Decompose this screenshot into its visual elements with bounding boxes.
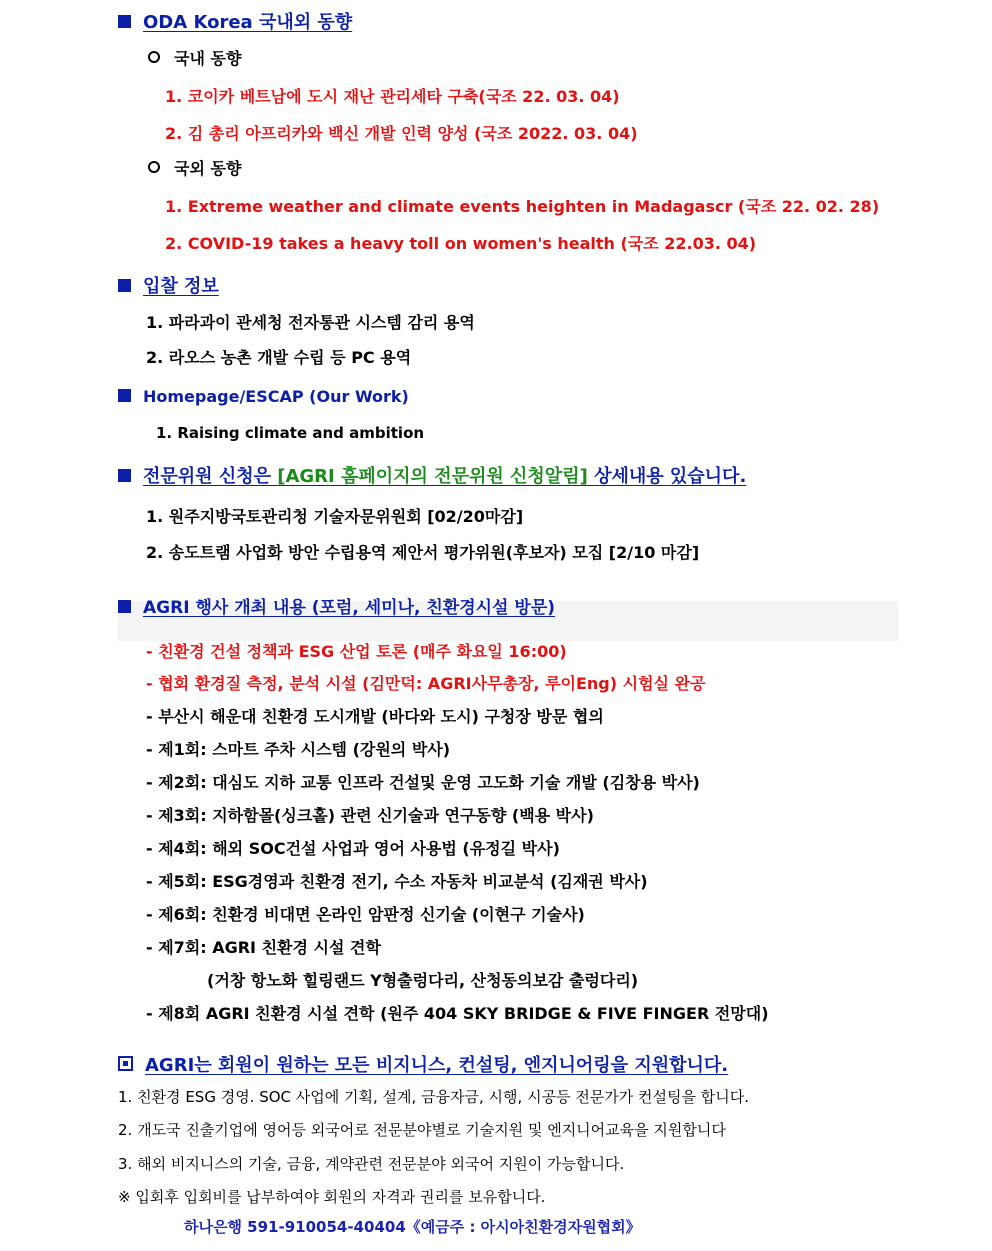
bid-item: 2. 라오스 농촌 개발 수립 등 PC 용역 (146, 348, 412, 367)
membership-note: ※ 입회후 입회비를 납부하여야 회원의 자격과 권리를 보유합니다. (118, 1188, 546, 1206)
homepage-item[interactable]: 1. Raising climate and ambition (156, 424, 425, 442)
support-item: 3. 해외 비지니스의 기술, 금융, 계약관련 전문분야 외국어 지원이 가능합니다. (118, 1155, 625, 1173)
circle-bullet-icon (148, 161, 160, 173)
oda-domestic-item: 2. 김 총리 아프리카와 백신 개발 인력 양성 (국조 2022. 03. 04) (165, 124, 638, 143)
events-item: - 제7회: AGRI 친환경 시설 견학 (146, 938, 381, 957)
support-item: 1. 친환경 ESG 경영. SOC 사업에 기획, 설계, 금융자금, 시행, 시공등 전문가가 컨설팅을 합니다. (118, 1088, 750, 1106)
events-item: - 제6회: 친환경 비대면 온라인 암판정 신기술 (이현구 기술사) (146, 905, 585, 924)
events-item: - 제3회: 지하함몰(싱크홀) 관련 신기술과 연구동향 (백용 박사) (146, 806, 594, 825)
section-bid-title: 입찰 정보 (143, 276, 219, 297)
events-item: - 부산시 해운대 친환경 도시개발 (바다와 도시) 구청장 방문 협의 (146, 707, 604, 726)
circle-bullet-icon (148, 51, 160, 63)
boxed-square-icon (118, 1056, 133, 1071)
section-bid-heading (118, 278, 219, 296)
expert-item: 1. 원주지방국토관리청 기술자문위원회 [02/20마감] (146, 507, 524, 526)
bid-item: 1. 파라과이 관세청 전자통관 시스템 감리 용역 (146, 313, 475, 332)
oda-foreign-item: 1. Extreme weather and climate events heighten in Madagascr (국조 22. 02. 28) (165, 197, 880, 216)
oda-foreign-label: 국외 동향 (174, 159, 242, 178)
events-red-item: - 협회 환경질 측정, 분석 시설 (김만덕: AGRI사무총장, 루이Eng) 시험실 완공 (146, 674, 706, 693)
section-oda-heading (118, 14, 352, 32)
events-red-item: - 친환경 건설 정책과 ESG 산업 토론 (매주 화요일 16:00) (146, 642, 567, 661)
events-item: - 제5회: ESG경영과 친환경 전기, 수소 자동차 비교분석 (김재권 박사) (146, 872, 648, 891)
events-item: - 제4회: 해외 SOC건설 사업과 영어 사용법 (유정길 박사) (146, 839, 560, 858)
square-bullet-icon (118, 469, 131, 482)
square-bullet-icon (118, 279, 131, 292)
oda-foreign-heading (148, 161, 241, 177)
expert-title-post: 상세내용 있습니다. (587, 466, 747, 487)
square-bullet-icon (118, 600, 131, 613)
section-support-heading (118, 1056, 728, 1075)
events-item: - 제1회: 스마트 주차 시스템 (강원의 박사) (146, 740, 451, 759)
section-support-title: AGRI는 회원이 원하는 모든 비지니스, 컨설팅, 엔지니어링을 지원합니다. (145, 1055, 729, 1076)
events-item: - 제8회 AGRI 친환경 시설 견학 (원주 404 SKY BRIDGE & FIVE FINGER 전망대) (146, 1004, 769, 1023)
expert-title-link[interactable]: [AGRI 홈페이지의 전문위원 신청알림] (277, 466, 588, 487)
oda-domestic-heading (148, 51, 241, 67)
expert-title-pre: 전문위원 신청은 (143, 466, 278, 487)
support-item: 2. 개도국 진출기업에 영어등 외국어로 전문분야별로 기술지원 및 엔지니어교육을 지원합니다 (118, 1121, 726, 1139)
expert-item: 2. 송도트램 사업화 방안 수립용역 제안서 평가위원(후보자) 모집 [2/10 마감] (146, 543, 700, 562)
section-oda-title: ODA Korea 국내외 동향 (143, 12, 353, 33)
section-events-title: AGRI 행사 개최 내용 (포럼, 세미나, 친환경시설 방문) (143, 598, 556, 618)
oda-foreign-item: 2. COVID-19 takes a heavy toll on women's health (국조 22.03. 04) (165, 234, 757, 253)
section-homepage-heading (118, 389, 409, 405)
oda-domestic-label: 국내 동향 (174, 49, 242, 68)
bank-account-info: 하나은행 591-910054-40404《예금주 : 아시아친환경자원협회》 (184, 1218, 641, 1236)
oda-domestic-item: 1. 코이카 베트남에 도시 재난 관리세타 구축(국조 22. 03. 04) (165, 87, 620, 106)
square-bullet-icon (118, 15, 131, 28)
section-homepage-title[interactable]: Homepage/ESCAP (Our Work) (143, 387, 409, 406)
square-bullet-icon (118, 389, 131, 402)
section-events-heading (118, 600, 555, 617)
events-item-continuation: (거창 항노화 힐링랜드 Y형출렁다리, 산청동의보감 출렁다리) (207, 971, 639, 990)
events-item: - 제2회: 대심도 지하 교통 인프라 건설및 운영 고도화 기술 개발 (김창용 박사) (146, 773, 700, 792)
section-expert-heading (118, 468, 746, 486)
